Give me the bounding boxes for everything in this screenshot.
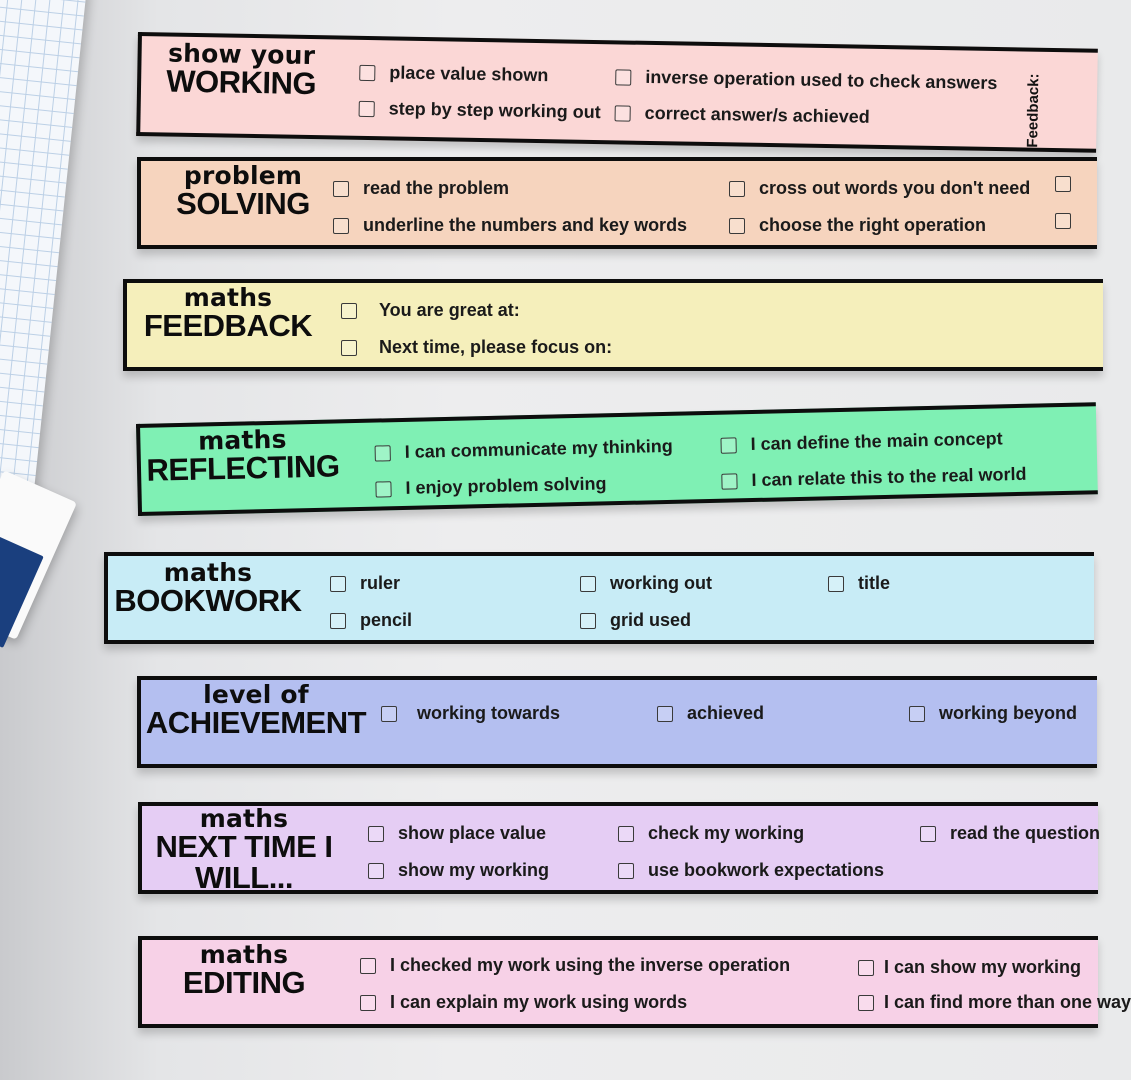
strip-achievement	[137, 676, 1097, 768]
checklist-item[interactable]: I checked my work using the inverse operation	[360, 955, 790, 976]
checklist-item[interactable]: I can communicate my thinking	[374, 436, 672, 464]
checkbox[interactable]	[1055, 213, 1071, 229]
checkbox[interactable]	[359, 64, 375, 80]
checklist-item[interactable]: step by step working out	[359, 98, 601, 123]
checkbox[interactable]	[368, 863, 384, 879]
checklist-item[interactable]: show place value	[368, 823, 546, 844]
title-small: show your	[167, 38, 316, 71]
checklist-item[interactable]: I can relate this to the real world	[721, 464, 1026, 492]
checkbox[interactable]	[1055, 176, 1071, 192]
strip-title: level of ACHIEVEMENT	[145, 680, 367, 740]
checklist-item[interactable]: pencil	[330, 610, 412, 631]
strip-title: maths FEEDBACK	[143, 283, 313, 343]
checklist-item[interactable]: I can explain my work using words	[360, 992, 687, 1013]
checklist-item[interactable]: working towards	[381, 703, 560, 724]
strip-title: problem SOLVING	[176, 161, 310, 221]
checkbox[interactable]	[580, 576, 596, 592]
checkbox[interactable]	[330, 613, 346, 629]
checkbox[interactable]	[909, 706, 925, 722]
checkbox[interactable]	[618, 863, 634, 879]
checklist-item[interactable]: Next time, please focus on:	[341, 337, 612, 358]
checkbox[interactable]	[360, 958, 376, 974]
checkbox[interactable]	[381, 706, 397, 722]
checklist-item[interactable]: achieved	[657, 703, 764, 724]
checkbox[interactable]	[359, 100, 375, 116]
checkbox[interactable]	[729, 181, 745, 197]
checklist-item[interactable]: You are great at:	[341, 300, 520, 321]
checklist-item[interactable]: working beyond	[909, 703, 1077, 724]
feedback-side-label: Feedback:	[1024, 73, 1043, 148]
checkbox[interactable]	[330, 576, 346, 592]
checkbox[interactable]	[858, 960, 874, 976]
strip-bookwork	[104, 552, 1094, 644]
title-big: WORKING	[165, 63, 317, 102]
checklist-item[interactable]: place value shown	[359, 62, 548, 86]
checklist-item[interactable]: underline the numbers and key words	[333, 215, 687, 236]
strip-working	[136, 32, 1098, 153]
checklist-item[interactable]: use bookwork expectations	[618, 860, 884, 881]
checkbox[interactable]	[618, 826, 634, 842]
checklist-item[interactable]	[1055, 213, 1085, 229]
checkbox[interactable]	[720, 437, 736, 453]
checklist-item[interactable]: I can find more than one way	[858, 992, 1131, 1013]
checklist-item[interactable]: I can show my working	[858, 957, 1081, 978]
strip-next-time	[138, 802, 1101, 895]
checkbox[interactable]	[828, 576, 844, 592]
checkbox[interactable]	[721, 473, 737, 489]
checkbox[interactable]	[920, 826, 936, 842]
checklist-item[interactable]: working out	[580, 573, 712, 594]
checkbox[interactable]	[615, 105, 631, 121]
checklist-item[interactable]	[1055, 176, 1085, 192]
checkbox[interactable]	[615, 69, 631, 85]
checklist-item[interactable]: read the problem	[333, 178, 509, 199]
strip-reflecting	[136, 402, 1098, 516]
checkbox[interactable]	[368, 826, 384, 842]
grid-notebook	[0, 0, 87, 505]
checkbox[interactable]	[341, 303, 357, 319]
checkbox[interactable]	[858, 995, 874, 1011]
checklist-item[interactable]: show my working	[368, 860, 549, 881]
strip-feedback	[123, 279, 1103, 371]
checklist-item[interactable]: ruler	[330, 573, 400, 594]
checklist-item[interactable]: cross out words you don't need	[729, 178, 1030, 199]
strip-title: maths NEXT TIME I WILL...	[155, 804, 333, 895]
checklist-item[interactable]: check my working	[618, 823, 804, 844]
checkbox[interactable]	[333, 218, 349, 234]
checkbox[interactable]	[375, 481, 391, 497]
checkbox[interactable]	[580, 613, 596, 629]
checkbox[interactable]	[657, 706, 673, 722]
checkbox[interactable]	[333, 181, 349, 197]
checklist-item[interactable]: correct answer/s achieved	[614, 102, 869, 127]
strip-title: maths EDITING	[182, 940, 306, 1000]
checklist-item[interactable]: I can define the main concept	[720, 428, 1002, 455]
strip-title: maths BOOKWORK	[114, 558, 302, 618]
checkbox[interactable]	[729, 218, 745, 234]
checkbox[interactable]	[341, 340, 357, 356]
strip-title: maths REFLECTING	[146, 424, 340, 488]
checkbox[interactable]	[375, 445, 391, 461]
strip-problem-solving	[137, 157, 1097, 249]
checklist-item[interactable]: inverse operation used to check answers	[615, 66, 997, 94]
checklist-item[interactable]: read the question	[920, 823, 1100, 844]
checklist-item[interactable]: title	[828, 573, 890, 594]
strip-title	[149, 38, 334, 102]
checkbox[interactable]	[360, 995, 376, 1011]
checklist-item[interactable]: I enjoy problem solving	[375, 473, 606, 499]
checklist-item[interactable]: choose the right operation	[729, 215, 986, 236]
checklist-item[interactable]: grid used	[580, 610, 691, 631]
strip-editing	[138, 936, 1131, 1028]
